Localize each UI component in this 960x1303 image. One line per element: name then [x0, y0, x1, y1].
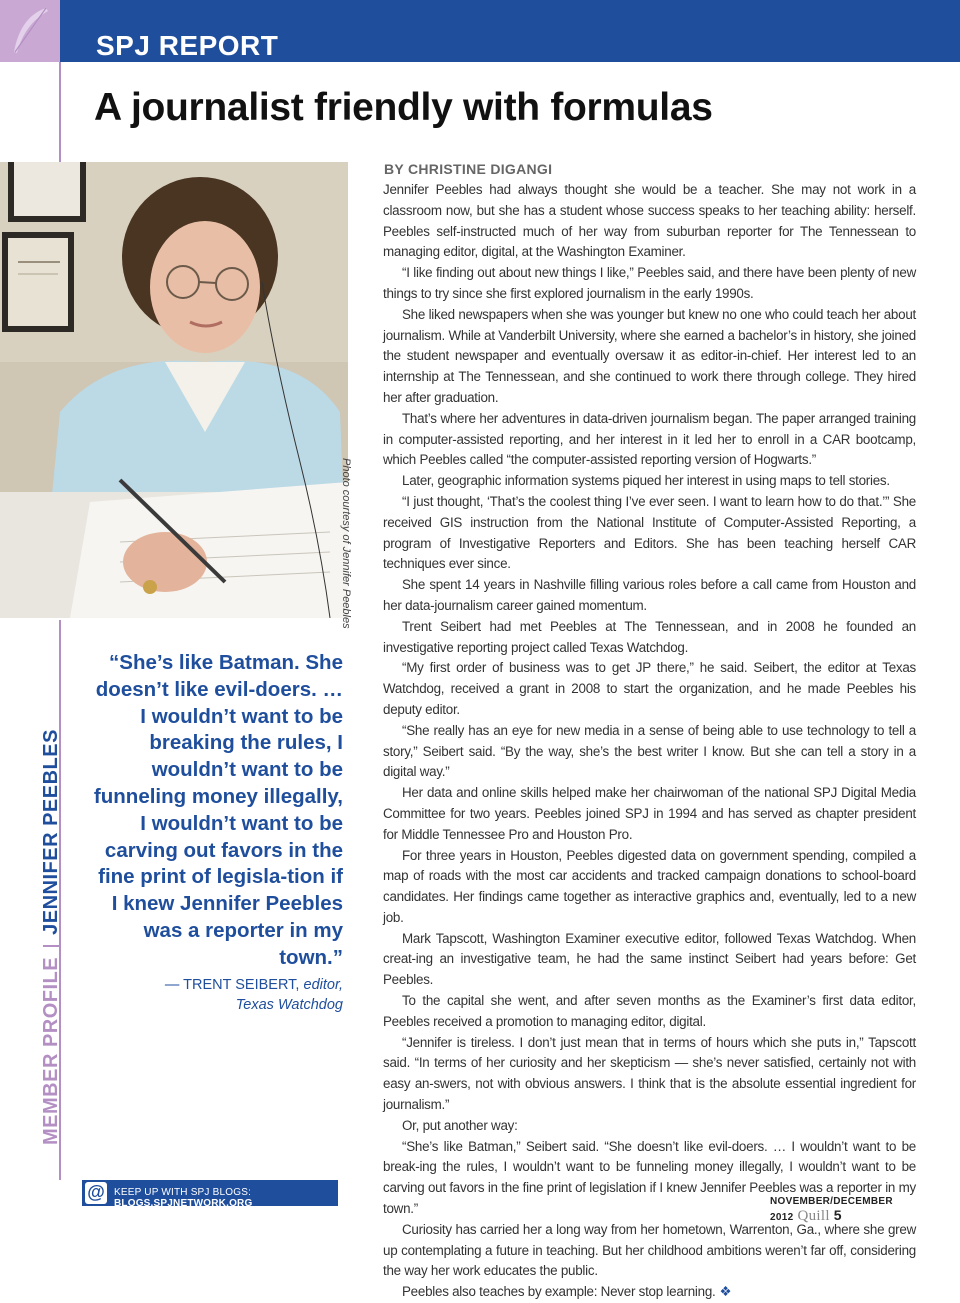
paragraph-last [383, 1282, 916, 1303]
paragraph: Later, geographic information systems piqued her interest in using maps to tell stories. [402, 473, 890, 489]
section-label: SPJ REPORT [96, 30, 279, 61]
page-number: 5 [833, 1207, 842, 1223]
paragraph: Curiosity has carried her a long way from her hometown, Warrenton, Ga., where she grew up contemplating a future in teaching. But her childhood ambitions weren’t far off, considering the way her work educates the public. [383, 1221, 916, 1279]
paragraph: Her data and online skills helped make her chairwoman of the national SPJ Digital Media Committee for two years. Peebles joined SPJ in 1994 and has served as chapter president for Middle Tennessee Pro and Houston Pro. [383, 785, 916, 842]
headline: A journalist friendly with formulas [94, 86, 713, 129]
attribution-role: editor, [303, 977, 343, 993]
photo-credit: Photo courtesy of Jennifer Peebles [340, 458, 352, 629]
category-label: MEMBER PROFILE [40, 956, 62, 1145]
paragraph: Or, put another way: [402, 1117, 518, 1133]
feather-icon [0, 0, 60, 62]
paragraph: Mark Tapscott, Washington Examiner executive editor, followed Texas Watchdog. When creat-ing an investigative team, he had the same instinct Seibert had years before: Get Peebles. [383, 930, 916, 988]
byline: BY CHRISTINE DIGANGI [384, 161, 553, 177]
paragraph: “I like finding out about new things I like,” Peebles said, and there have been plenty of new things to try since she first explored journalism in the early 1990s. [383, 265, 916, 301]
paragraph: “I just thought, ‘That’s the coolest thing I’ve ever seen. I want to learn how to do that.’” She received GIS instruction from the National Institute of Computer-Assisted Reporting, a program of Investigative Reporters and Editors. She has been teaching herself CAR techniques ever since. [383, 493, 916, 572]
magazine-name: Quill [797, 1208, 830, 1224]
margin-rule [59, 62, 61, 162]
paragraph: Jennifer Peebles had always thought she would be a teacher. She may not work in a classroom now, but she has a student whose success speaks to her teaching ability: herself. Peebles self-instructed much of her way from suburban reporter for The Tennessean to managing editor, digital, at the Washington Examiner. [383, 182, 916, 260]
paragraph: She spent 14 years in Nashville filling various roles before a call came from Houston and her data-journalism career gained momentum. [383, 577, 916, 613]
portrait-photo [0, 162, 348, 618]
blogs-link-bar[interactable] [82, 1180, 338, 1209]
paragraph: To the capital she went, and after seven months as the Examiner’s first data editor, Peebles received a promotion to managing editor, digital. [383, 993, 916, 1029]
paragraph-text: Peebles also teaches by example: Never stop learning. [402, 1284, 716, 1300]
paragraph: “Jennifer is tireless. I don’t just mean that in terms of hours which she puts in,” Tapscott said. “In terms of her curiosity and her skepticism — she’s never satisfied, certainly not with easy an-swers, not with obvious answers. I think that is the absolute essential ingredient for journalism.” [383, 1034, 916, 1113]
article-body [383, 180, 916, 1303]
attribution-name: — TRENT SEIBERT, [164, 977, 300, 993]
profile-name: JENNIFER PEEBLES [40, 729, 62, 935]
paragraph: “My first order of business was to get JP there,” he said. Seibert, the editor at Texas Watchdog, received a grant in 2008 to start the organization, and he made Peebles his deputy editor. [383, 660, 916, 717]
paragraph: For three years in Houston, Peebles digested data on government spending, compiled a map of roads with the most car accidents and tracked campaign donations to school-board candidates. Her findings came together as interactive graphics and, eventually, led to a new job. [383, 847, 916, 925]
paragraph: Trent Seibert had met Peebles at The Tennessean, and in 2008 he founded an investigative reporting project called Texas Watchdog. [383, 618, 916, 655]
blogs-link-text [114, 1187, 338, 1209]
end-mark-icon: ❖ [719, 1284, 732, 1300]
pull-quote: “She’s like Batman. She doesn’t like evil-doers. … I wouldn’t want to be breaking the rules, I wouldn’t want to be funneling money illegally, I wouldn’t want to be carving out favors in the fine print of legisla-tion if I knew Jennifer Peebles was a reporter in my town.” [93, 651, 343, 969]
blogs-url[interactable]: BLOGS.SPJNETWORK.ORG [114, 1198, 253, 1209]
paragraph: “She’s like Batman,” Seibert said. “She doesn’t like evil-doers. … I wouldn’t want to be break-ing the rules, I wouldn’t want to be funneling money illegally, I wouldn’t want to be carving out favors in the fine print of legislation if I knew Jennifer Peebles was a reporter in my town.” [383, 1138, 916, 1217]
section-sidebar-label [40, 729, 63, 1145]
at-icon: @ [85, 1182, 107, 1204]
paragraph: That’s where her adventures in data-driven journalism began. The paper arranged training in computer-assisted reporting, and her interest in it led her to enroll in a CAR bootcamp, which Peebles called “the computer-assisted reporting version of Hogwarts.” [383, 410, 916, 468]
folio [770, 1196, 960, 1225]
attribution-org: Texas Watchdog [235, 997, 343, 1013]
paragraph: She liked newspapers when she was younger but knew no one who could teach her about journalism. While at Vanderbilt University, where she earned a bachelor’s in history, she joined the student newspaper and eventually oversaw it as editor-in-chief. Her interest led to an internship at The Tennessean, and she continued to work there through college. They hired her after graduation. [383, 306, 916, 405]
label-divider [43, 945, 61, 947]
blogs-prefix: KEEP UP WITH SPJ BLOGS: [114, 1187, 252, 1198]
pull-quote-attribution [150, 975, 343, 1015]
paragraph: “She really has an eye for new media in a sense of being able to use technology to tell a story,” Seibert said. “By the way, she’s the best writer I know. But she can tell a story in a digital way.” [383, 722, 916, 780]
issue-date: NOVEMBER/DECEMBER 2012 [770, 1196, 893, 1223]
